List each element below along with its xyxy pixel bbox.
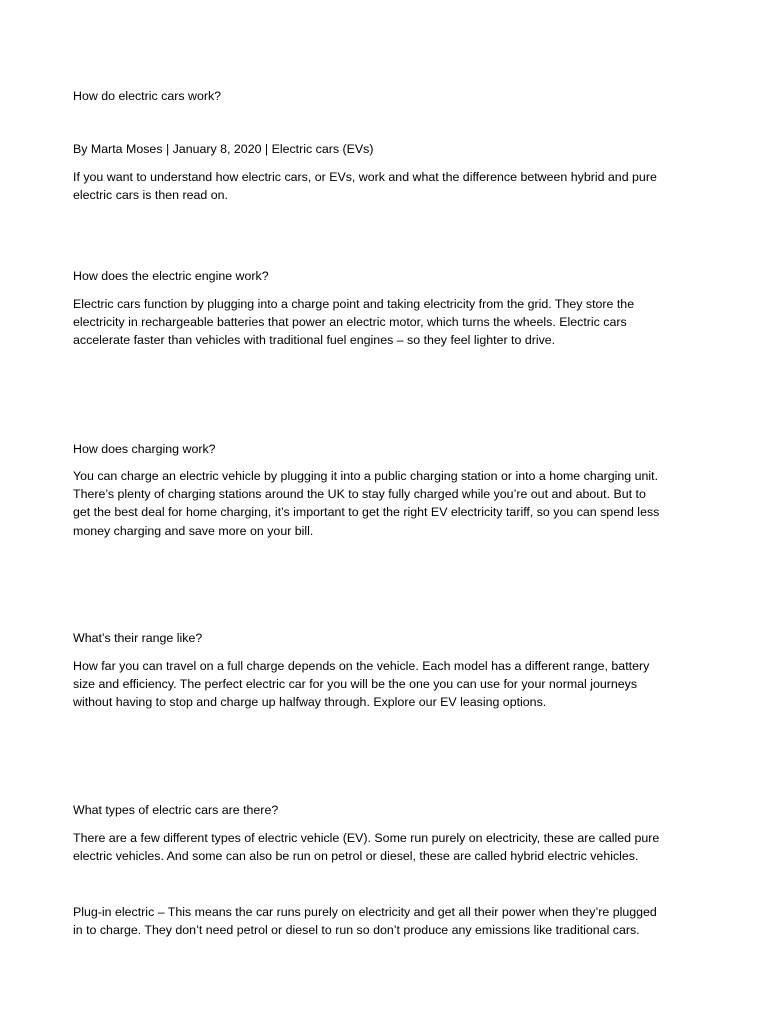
section-paragraph-types: [73, 829, 713, 865]
paragraph-line: electricity in rechargeable batteries that power an electric motor, which turns the wheels. Electric cars: [73, 315, 627, 330]
byline: By Marta Moses | January 8, 2020 | Electric cars (EVs): [73, 142, 374, 156]
paragraph-line: Electric cars function by plugging into a charge point and taking electricity from the grid. They store the: [73, 297, 635, 311]
intro-paragraph: [73, 168, 713, 204]
section-paragraph-range: [73, 657, 713, 712]
paragraph-line: get the best deal for home charging, it’s important to get the right EV electricity tariff, so you can spend less: [73, 505, 660, 520]
paragraph-line: If you want to understand how electric cars, or EVs, work and what the difference between hybrid and pure: [73, 170, 657, 184]
paragraph-line: without having to stop and charge up halfway through. Explore our EV leasing options.: [73, 695, 547, 710]
section-heading-charging: How does charging work?: [73, 442, 216, 456]
section-heading-engine: How does the electric engine work?: [73, 269, 269, 283]
section-paragraph-charging: [73, 467, 713, 540]
paragraph-line: You can charge an electric vehicle by plugging it into a public charging station or into a home charging unit.: [73, 469, 659, 483]
paragraph-line: accelerate faster than vehicles with traditional fuel engines – so they feel lighter to drive.: [73, 333, 556, 348]
paragraph-line: How far you can travel on a full charge depends on the vehicle. Each model has a different range, battery: [73, 659, 650, 673]
paragraph-line: money charging and save more on your bill.: [73, 523, 314, 538]
paragraph-line: size and efficiency. The perfect electric car for you will be the one you can use for your normal journeys: [73, 677, 638, 692]
paragraph-line: electric vehicles. And some can also be run on petrol or diesel, these are called hybrid electric vehicles.: [73, 849, 639, 864]
paragraph-line: electric cars is then read on.: [73, 188, 228, 203]
paragraph-line: There are a few different types of electric vehicle (EV). Some run purely on electricity, these are called pure: [73, 831, 660, 845]
section-heading-types: What types of electric cars are there?: [73, 803, 279, 817]
section-heading-range: What’s their range like?: [73, 631, 203, 645]
plugin-electric-paragraph: [73, 903, 713, 939]
paragraph-line: Plug-in electric – This means the car runs purely on electricity and get all their power when they’re plugged: [73, 905, 657, 919]
document-title: How do electric cars work?: [73, 89, 222, 103]
paragraph-line: There’s plenty of charging stations around the UK to stay fully charged while you’re out and about. But to: [73, 487, 646, 502]
paragraph-line: in to charge. They don’t need petrol or diesel to run so don’t produce any emissions like traditional cars.: [73, 923, 640, 938]
section-paragraph-engine: [73, 295, 713, 350]
